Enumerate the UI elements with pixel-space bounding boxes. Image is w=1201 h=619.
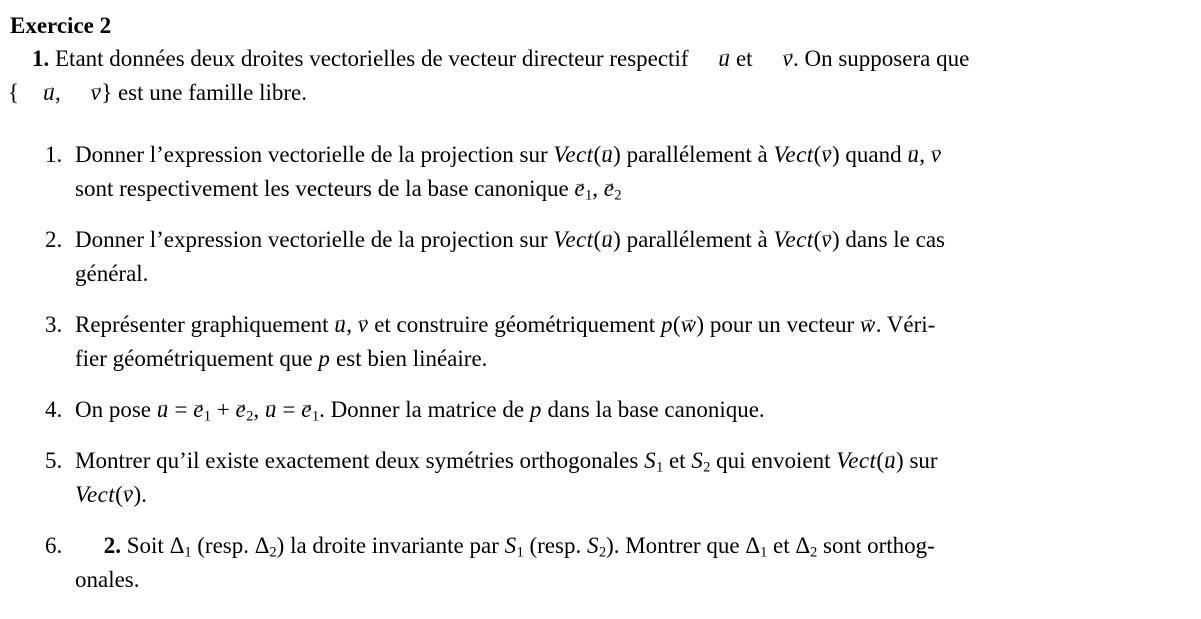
text-segment [330,346,487,371]
vector-arrow-letter: v → [821,223,832,257]
text-segment [277,397,301,422]
math-segment [586,533,607,561]
text-segment [876,448,884,473]
subscript: 2 [703,459,711,476]
segment-text: ) quand [831,142,908,167]
segment-text: } est une famille libre. [101,80,308,105]
subscript: 1 [585,187,593,204]
segment-text: p [660,312,673,337]
text-segment [121,533,170,558]
segment-text: ( [593,227,602,252]
subscript: 1 [516,544,524,561]
segment-text: = [276,397,302,422]
question-item [8,308,1187,376]
text-segment [75,312,334,337]
segment-text: p [318,346,331,371]
segment-text: qui envoient [710,448,837,473]
vector-symbol [601,227,613,252]
vector-arrow-letter: u → [694,42,730,76]
segment-text: Soit [121,533,170,558]
subscript: 1 [311,408,320,425]
segment-text: ( [813,227,822,252]
text-segment [663,448,691,473]
math-segment [836,448,876,473]
item-text [75,397,765,425]
item-text [75,142,942,204]
segment-text: , [55,80,67,105]
vector-arrow-letter: u → [884,444,896,478]
vector-symbol [265,397,277,422]
vector-arrow-letter: e → [236,393,247,427]
text-segment [919,142,931,167]
exercise-title: Exercice 2 [10,13,112,38]
vector-arrow-letter: w → [681,308,697,342]
segment-text: et construire géométriquement [368,312,661,337]
bold-text-segment [32,46,49,71]
text-segment [192,533,255,558]
segment-text: ( [672,312,681,337]
vector-arrow-letter: u → [907,138,919,172]
segment-text: . On supposera que [793,46,970,71]
subscript: 1 [656,459,664,476]
item-number: 6. [45,533,63,558]
subscript: 1 [203,408,212,425]
segment-text: ) parallélement à [613,142,774,167]
question-item [8,138,1187,206]
math-segment [553,142,593,167]
question-item [8,393,1187,427]
vector-symbol [821,227,832,252]
vector-arrow-letter: u → [157,393,169,427]
vector-symbol [681,312,697,337]
question-item [8,444,1187,512]
segment-text: ) la droite invariante par [276,533,505,558]
math-segment [75,482,115,507]
text-segment [75,142,553,167]
subscript: 2 [246,408,254,425]
vector-symbol [19,80,55,105]
vector-symbol [334,312,346,337]
math-segment [169,533,192,561]
text-segment [896,448,938,473]
text-segment [134,482,147,507]
question-list [8,138,1187,597]
text-segment [368,312,661,337]
vector-symbol [358,312,369,337]
segment-text: 1. [32,46,50,71]
segment-text: , [346,312,358,337]
segment-text: ). Montrer que [606,533,746,558]
subscript: 2 [614,187,622,204]
item-text [75,312,935,371]
math-segment [254,533,277,561]
text-segment [75,448,644,473]
segment-text: ( [813,142,822,167]
item-number: 3. [45,312,63,337]
subscript: 2 [269,544,277,561]
vector-arrow-letter: e → [604,172,615,206]
text-segment [346,312,358,337]
vector-arrow-letter: e → [301,393,312,427]
segment-text: ). [133,482,147,507]
segment-text: fier géométriquement que [75,346,319,371]
text-segment [817,533,935,558]
text-segment [793,46,969,71]
vector-arrow-letter: e → [193,393,204,427]
segment-text: Vect [553,142,594,167]
segment-text: Vect [836,448,877,473]
vector-arrow-letter: u → [601,138,613,172]
segment-text: ( [593,142,602,167]
item-text [75,448,938,507]
vector-symbol [574,176,593,204]
segment-text: Δ [254,533,270,558]
math-segment [691,448,711,476]
vector-symbol [907,142,919,167]
text-segment [832,142,907,167]
vector-symbol [821,142,832,167]
text-segment [832,227,945,252]
segment-text: ) dans le cas [831,227,945,252]
segment-text: ) sur [896,448,938,473]
vector-arrow-letter: u → [265,393,277,427]
segment-text: est bien linéaire. [330,346,488,371]
segment-text: Donner l’expression vectorielle de la projection sur [75,227,554,252]
segment-text: On pose [75,397,157,422]
segment-text: S [644,448,657,473]
math-segment [661,312,673,337]
segment-text: Vect [75,482,116,507]
segment-text: Etant données deux droites vectorielles de vecteur directeur respectif [49,46,695,71]
vector-symbol [758,46,793,71]
segment-text: Donner l’expression vectorielle de la projection sur [75,142,554,167]
text-segment [710,448,836,473]
vector-arrow-letter: v → [67,76,102,110]
segment-text: (resp. [191,533,255,558]
text-segment [49,46,694,71]
text-segment [75,176,574,201]
subscript: 2 [598,544,607,561]
text-segment [876,312,936,337]
segment-text: dans la base canonique. [541,397,765,422]
text-segment [767,533,795,558]
text-segment [75,533,104,558]
question-item [8,223,1187,291]
vector-symbol [694,46,730,71]
vector-symbol [67,80,102,105]
segment-text: Vect [773,142,814,167]
text-segment [730,46,758,71]
bold-text-segment [104,533,121,558]
segment-text: S [504,533,517,558]
text-segment [211,397,235,422]
text-segment [75,346,318,371]
segment-text: ( [876,448,885,473]
vector-symbol [931,142,942,167]
vector-symbol [193,397,212,425]
segment-text: { [8,80,20,105]
math-segment [745,533,768,561]
text-segment [277,533,505,558]
math-segment [504,533,524,561]
text-segment [524,533,587,558]
vector-arrow-letter: u → [334,308,346,342]
segment-text: S [586,533,599,558]
segment-text: . Donner la matrice de [319,397,530,422]
segment-text: , [253,397,265,422]
vector-arrow-letter: v → [821,138,832,172]
segment-text: sont orthog- [817,533,935,558]
segment-text: , [919,142,931,167]
vector-arrow-letter: v → [358,308,369,342]
segment-text: ( [115,482,123,507]
text-segment [75,397,157,422]
item-number: 1. [45,142,63,167]
math-segment [553,227,593,252]
vector-arrow-letter: v → [931,138,942,172]
text-segment [592,176,604,201]
question-item [8,529,1187,597]
segment-text: p [529,397,542,422]
segment-text: et [730,46,759,71]
segment-text: Δ [169,533,185,558]
segment-text: onales. [75,567,140,592]
vector-symbol [123,482,134,507]
segment-text: = [168,397,194,422]
vector-symbol [235,397,254,425]
subscript: 1 [760,544,768,561]
vector-arrow-letter: v → [123,478,134,512]
math-segment [530,397,542,422]
text-segment [606,533,745,558]
segment-text: Δ [745,533,761,558]
segment-text: ) parallélement à [613,227,774,252]
segment-text: , [592,176,604,201]
segment-text: 2. [103,533,121,558]
math-segment [773,142,813,167]
math-segment [318,346,330,371]
text-segment [75,227,553,252]
text-segment [169,397,193,422]
segment-text: (resp. [523,533,587,558]
exercise-intro-paragraph [8,42,1187,110]
vector-symbol [601,142,613,167]
text-segment [319,397,530,422]
segment-text: Δ [795,533,811,558]
subscript: 2 [810,544,818,561]
segment-text: ) pour un vecteur [696,312,860,337]
segment-text: Vect [553,227,594,252]
segment-text: Vect [773,227,814,252]
item-text [75,227,945,286]
item-text [75,533,935,592]
vector-symbol [301,397,320,425]
text-segment [696,312,860,337]
text-segment [613,142,773,167]
text-segment [542,397,765,422]
segment-text: S [691,448,704,473]
text-segment [75,261,148,286]
segment-text: et [767,533,796,558]
segment-text [75,533,104,558]
segment-text: général. [75,261,149,286]
vector-arrow-letter: e → [574,172,585,206]
vector-arrow-letter: u → [601,223,613,257]
segment-text: Représenter graphiquement [75,312,335,337]
item-number: 2. [45,227,63,252]
vector-arrow-letter: w → [860,308,876,342]
subscript: 1 [184,544,192,561]
math-segment [644,448,664,476]
text-segment [613,227,773,252]
text-segment [253,397,265,422]
segment-text: Montrer qu’il existe exactement deux symétries orthogonales [75,448,645,473]
math-segment [773,227,813,252]
text-segment [101,80,307,105]
segment-text: . Véri- [875,312,936,337]
segment-text: et [663,448,692,473]
text-segment [673,312,681,337]
segment-text: + [211,397,236,422]
vector-arrow-letter: u → [19,76,55,110]
math-segment [795,533,818,561]
vector-symbol [603,176,622,204]
segment-text: sont respectivement les vecteurs de la base canonique [75,176,575,201]
text-segment [8,80,19,105]
vector-symbol [157,397,169,422]
item-number: 5. [45,448,63,473]
item-number: 4. [45,397,63,422]
vector-arrow-letter: v → [758,42,793,76]
text-segment [75,567,140,592]
vector-symbol [860,312,876,337]
vector-symbol [884,448,896,473]
